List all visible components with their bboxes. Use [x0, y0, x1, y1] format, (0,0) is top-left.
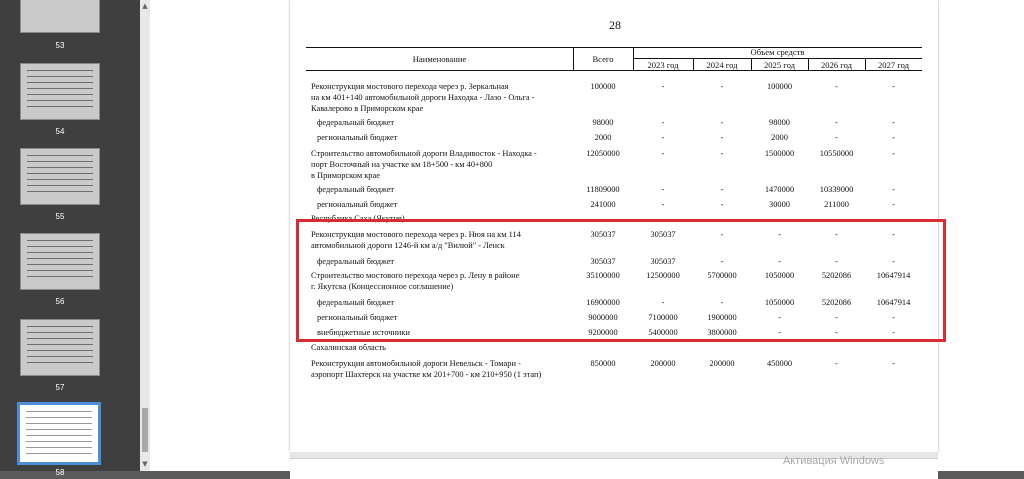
windows-activation-watermark: Активация Windows: [783, 455, 885, 467]
row-name-line: г. Якутска (Концессионное соглашение): [311, 282, 454, 291]
page-thumbnail-55[interactable]: [20, 148, 100, 205]
region-heading: Республика Саха (Якутия): [311, 214, 405, 223]
row-2026: -: [835, 359, 838, 368]
row-2026: 10550000: [819, 149, 854, 158]
row-total: 11809000: [586, 185, 620, 194]
row-2024: 5700000: [707, 271, 737, 280]
row-total: 35100000: [586, 271, 620, 280]
row-2023: -: [661, 82, 665, 91]
page-thumbnail-53[interactable]: [20, 0, 100, 33]
page-thumbnail-58-active[interactable]: [17, 402, 101, 465]
row-2027: -: [892, 230, 895, 239]
row-total: 9200000: [588, 328, 618, 337]
row-2023: -: [661, 185, 665, 194]
row-2023: -: [661, 200, 665, 209]
row-2026: 5202086: [821, 271, 852, 280]
header-year: 2026 год: [820, 60, 853, 70]
row-2026: 10339000: [819, 185, 854, 194]
row-2024: -: [720, 82, 724, 91]
scroll-up-icon[interactable]: ▲: [142, 2, 148, 10]
header-year: 2027 год: [877, 60, 910, 70]
scroll-down-icon[interactable]: ▼: [142, 460, 148, 468]
row-2023: 305037: [650, 257, 676, 266]
row-2025: 1470000: [764, 185, 795, 194]
region-heading: Сахалинская область: [311, 343, 386, 352]
thumbnail-label: 55: [55, 212, 65, 221]
row-2025: 1050000: [764, 271, 795, 280]
row-2024: 200000: [709, 359, 735, 368]
row-2025: -: [778, 230, 781, 239]
years-header-rule: [633, 58, 922, 59]
row-2023: -: [661, 149, 665, 158]
row-2024: -: [720, 257, 724, 266]
row-name-line: аэропорт Шахтерск на участке км 201+700 - км 210+950 (1 этап): [311, 370, 542, 379]
row-2025: 100000: [766, 82, 793, 91]
row-2025: -: [778, 328, 781, 337]
row-2027: -: [892, 185, 895, 194]
row-name-line: Реконструкция автомобильной дороги Невельск - Томари -: [311, 359, 521, 368]
row-2027: -: [892, 82, 895, 91]
row-2023: 7100000: [648, 313, 678, 322]
row-name-line: федеральный бюджет: [317, 185, 395, 194]
header-name: Наименование: [412, 54, 467, 64]
row-2023: 5400000: [648, 328, 678, 337]
row-total: 305037: [590, 230, 616, 239]
row-2024: -: [720, 200, 724, 209]
row-2026: 5202086: [821, 298, 852, 307]
row-2025: 1500000: [764, 149, 795, 158]
row-total: 305037: [590, 257, 616, 266]
row-2027: -: [892, 200, 895, 209]
row-total: 100000: [590, 82, 616, 91]
row-2023: 12500000: [646, 271, 680, 280]
row-name-line: в Приморском крае: [311, 171, 380, 180]
row-2024: -: [720, 149, 724, 158]
row-2026: -: [835, 230, 838, 239]
header-volume: Объем средств: [750, 47, 805, 57]
page-number: 28: [609, 18, 621, 32]
row-2026: -: [835, 133, 838, 142]
row-name-line: Строительство автомобильной дороги Владивосток - Находка -: [311, 149, 537, 158]
table-header-rule: [306, 70, 922, 71]
page-thumbnail-54[interactable]: [20, 63, 100, 120]
header-year: 2024 год: [706, 60, 738, 70]
row-total: 241000: [590, 200, 616, 209]
row-2027: -: [892, 133, 895, 142]
row-2027: -: [892, 313, 895, 322]
row-2027: -: [892, 118, 895, 127]
header-total: Всего: [592, 54, 614, 64]
row-2025: 98000: [769, 118, 790, 127]
thumbnail-label: 58: [55, 468, 65, 477]
row-2024: 3800000: [707, 328, 737, 337]
row-name-line: региональный бюджет: [317, 133, 398, 142]
row-total: 16900000: [586, 298, 620, 307]
thumbnail-label: 54: [55, 127, 65, 136]
header-year: 2023 год: [647, 60, 679, 70]
thumbnail-label: 53: [55, 41, 65, 50]
row-total: 12050000: [586, 149, 620, 158]
red-highlight-box: [296, 219, 946, 342]
row-2027: -: [892, 359, 895, 368]
row-2026: -: [835, 313, 838, 322]
thumbnail-label: 57: [55, 383, 65, 392]
row-total: 2000: [594, 133, 612, 142]
row-2024: -: [720, 185, 724, 194]
document-background-right: [938, 0, 1024, 471]
row-2025: 30000: [769, 200, 790, 209]
row-name-line: региональный бюджет: [317, 200, 398, 209]
row-2023: -: [661, 118, 665, 127]
row-2026: -: [835, 82, 838, 91]
thumbnail-sidebar: [0, 0, 140, 477]
row-2027: -: [892, 328, 895, 337]
row-name-line: на км 401+140 автомобильной дороги Находка - Лазо - Ольга -: [311, 93, 535, 102]
row-2025: -: [778, 313, 781, 322]
page-thumbnail-57[interactable]: [20, 319, 100, 376]
row-name-line: региональный бюджет: [317, 313, 398, 322]
row-2025: 450000: [766, 359, 793, 368]
row-2026: -: [835, 118, 838, 127]
row-2026: 211000: [824, 200, 849, 209]
document-background-left: [150, 0, 290, 471]
row-name-line: Кавалерово в Приморском крае: [311, 104, 424, 113]
row-2027: 10647914: [876, 298, 911, 307]
page-thumbnail-56[interactable]: [20, 233, 100, 290]
row-2024: -: [720, 133, 724, 142]
scrollbar-thumb[interactable]: [142, 408, 148, 452]
row-2024: -: [720, 298, 724, 307]
row-total: 9000000: [588, 313, 618, 322]
row-name-line: Реконструкция мостового перехода через р. Зеркальная: [311, 82, 509, 91]
row-2026: -: [835, 257, 838, 266]
row-2024: -: [720, 230, 724, 239]
row-name-line: федеральный бюджет: [317, 257, 395, 266]
row-name-line: автомобильной дороги 1246-й км а/д "Вилюй" - Ленск: [311, 241, 505, 250]
row-2023: -: [661, 298, 665, 307]
row-2025: 2000: [771, 133, 788, 142]
row-2024: -: [720, 118, 724, 127]
row-2025: 1050000: [764, 298, 795, 307]
header-year: 2025 год: [763, 60, 796, 70]
row-2027: 10647914: [876, 271, 911, 280]
row-2024: 1900000: [707, 313, 737, 322]
sidebar-scrollbar[interactable]: [140, 0, 150, 471]
row-2027: -: [892, 149, 895, 158]
row-2026: -: [835, 328, 838, 337]
row-name-line: Реконструкция мостового перехода через р. Нюя на км 114: [311, 230, 521, 239]
row-2027: -: [892, 257, 895, 266]
row-name-line: порт Восточный на участке км 18+500 - км 40+800: [311, 160, 493, 169]
row-name-line: федеральный бюджет: [317, 298, 395, 307]
row-2025: -: [778, 257, 781, 266]
row-name-line: федеральный бюджет: [317, 118, 395, 127]
row-name-line: внебюджетные источники: [317, 328, 410, 337]
row-2023: -: [661, 133, 665, 142]
row-total: 850000: [590, 359, 616, 368]
row-total: 98000: [592, 118, 614, 127]
row-2023: 200000: [650, 359, 676, 368]
thumbnail-label: 56: [55, 297, 65, 306]
row-2023: 305037: [650, 230, 676, 239]
row-name-line: Строительство мостового перехода через р. Лену в районе: [311, 271, 520, 280]
